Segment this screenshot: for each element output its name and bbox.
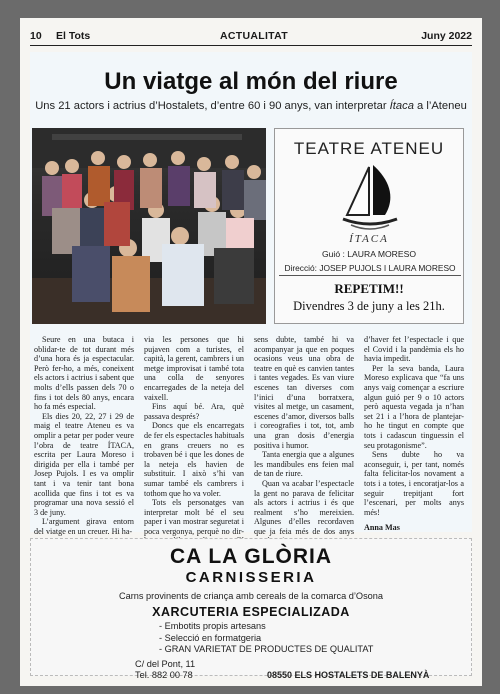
paragraph: Doncs que els encarregats de fer els espectacles habituals en grans creuers no es trobaven bé i que les dones de la neteja els havien de substituir. I això s’hi van sumar també els cambrers i tothom que ho va voler. xyxy=(144,421,244,498)
article-column-4 xyxy=(364,335,464,533)
article-column-3 xyxy=(254,335,354,546)
publication-name: El Tots xyxy=(56,30,91,42)
article-column-2 xyxy=(144,335,244,556)
issue-date: Juny 2022 xyxy=(421,30,472,42)
article-author: Anna Mas xyxy=(364,523,400,533)
paragraph: d’haver fet l’espectacle i que el Covid i la pandèmia els ho havia impedit. xyxy=(364,335,464,364)
list-item: - GRAN VARIETAT DE PRODUCTES DE QUALITAT xyxy=(159,644,374,654)
poster-repeat-announcement: REPETIM!! xyxy=(334,281,404,296)
article-title: Un viatge al món del riure xyxy=(104,68,398,95)
paragraph: Seure en una butaca i oblidar-te de tot durant més d’una hora és ja espectacular. Però fer-ho, a més, coneixent els actors i actrius i sabent que molts d’ells passen dels 70 o fins i tot dels 80 anys, encara ho fa més especial. xyxy=(34,335,134,412)
paragraph: Sens dubte ho va aconseguir, i, per tant, només falta felicitar-los novament a tots i a totes, i encoratjar-los a seguir trepitjant fort l’escenari, per molts anys més! xyxy=(364,450,464,517)
paragraph: Quan va acabar l’espectacle la gent no parava de felicitar als actors i actrius i és que realment s’ho mereixien. Algunes d’elles recordaven que ja feia més de dos anys xyxy=(254,478,354,536)
page-number: 10 xyxy=(30,30,42,42)
paragraph: Tanta energia que a algunes les mandíbules ens feien mal de tan de riure. xyxy=(254,450,354,479)
newspaper-page xyxy=(20,18,482,686)
paragraph: Fins aquí bé. Ara, què passava després? xyxy=(144,402,244,421)
article-body xyxy=(34,335,466,536)
poster-title: TEATRE ATENEU xyxy=(293,139,445,158)
sailboat-logo-icon xyxy=(339,163,401,233)
ad-address xyxy=(135,659,195,681)
paragraph: via les persones que hi pujaven com a turistes, el capità, la gerent, cambrers i un metge improvisat i també tota una colla de senyores encarregades de la neteja del vaixell. xyxy=(144,335,244,402)
paragraph: sens dubte, també hi va acompanyar ja que en poques ocasions veus una obra de teatre en què es canvien tantes i tantes vegades. Es van viure escenes tan diverses com l’inici d’una borratxera, visites al metge, un casament, escenes d’amor, diversos balls i coreografies i tot, tot, amb una gran dosis d’energia positiva i humor. xyxy=(254,335,354,450)
ad-business-type: CARNISSERIA xyxy=(185,569,317,586)
cast-group-photo xyxy=(32,128,266,324)
poster-performance-date: Divendres 3 de juny a les 21h. xyxy=(293,299,445,313)
ad-town: 08550 ELS HOSTALETS DE BALENYÀ xyxy=(267,670,430,680)
article-subtitle: Uns 21 actors i actrius d’Hostalets, d’entre 60 i 90 anys, van interpretar Ítaca a l’Ateneu xyxy=(35,100,467,112)
list-item: - Selecció en formatgeria xyxy=(159,632,262,643)
page-header xyxy=(30,30,472,46)
paragraph: Per la seva banda, Laura Moreso explicava que “fa uns anys vaig començar a escriure algun guió per 9 o 10 actors però aquesta vegada ja n’han set 21 i a l’hora de plantejar-ho he tingut en compte que tots i cadascun tinguessin el seu protagonisme”. xyxy=(364,363,464,450)
ad-product-list xyxy=(159,621,373,656)
paragraph: Els dies 20, 22, 27 i 29 de maig el teatre Ateneu es va omplir a petar per poder veure l’obra de teatre ÍTACA, escrita per Laura Moreso i dirigida per ella i també per Josep Pujols. I es va omplir tant i va tenir tant bona acollida que fins i tot es va programar una nova sessió el 3 de juny. xyxy=(34,411,134,517)
poster-play-name: ÍTACA xyxy=(349,233,389,245)
poster-script-credit: Guió : LAURA MORESO xyxy=(321,249,417,259)
paragraph: Tots els personatges van interpretar molt bé el seu paper i van mostrar seguretat i poca vergonya, perquè no dir- xyxy=(144,498,244,536)
group-photo-illustration xyxy=(32,128,266,324)
theatre-poster xyxy=(274,128,464,324)
paragraph: L’argument girava entorn del viatge en un creuer. Hi ha- xyxy=(34,517,134,536)
ad-speciality: XARCUTERIA ESPECIALIZADA xyxy=(152,605,350,619)
ad-phone: Tel. 882 00 78 xyxy=(135,670,193,680)
ad-business-name: CA LA GLÒRIA xyxy=(169,545,333,568)
article-column-1 xyxy=(34,335,134,536)
butcher-advertisement xyxy=(30,538,472,680)
ad-street: C/ del Pont, 11 xyxy=(135,659,196,669)
section-name: ACTUALITAT xyxy=(220,30,288,42)
list-item: - Embotits propis artesans xyxy=(159,621,266,631)
ad-description: Carns provinents de criança amb cereals de la comarca d’Osona xyxy=(118,591,383,601)
poster-direction-credit: Direcció: JOSEP PUJOLS I LAURA MORESO xyxy=(279,263,461,276)
